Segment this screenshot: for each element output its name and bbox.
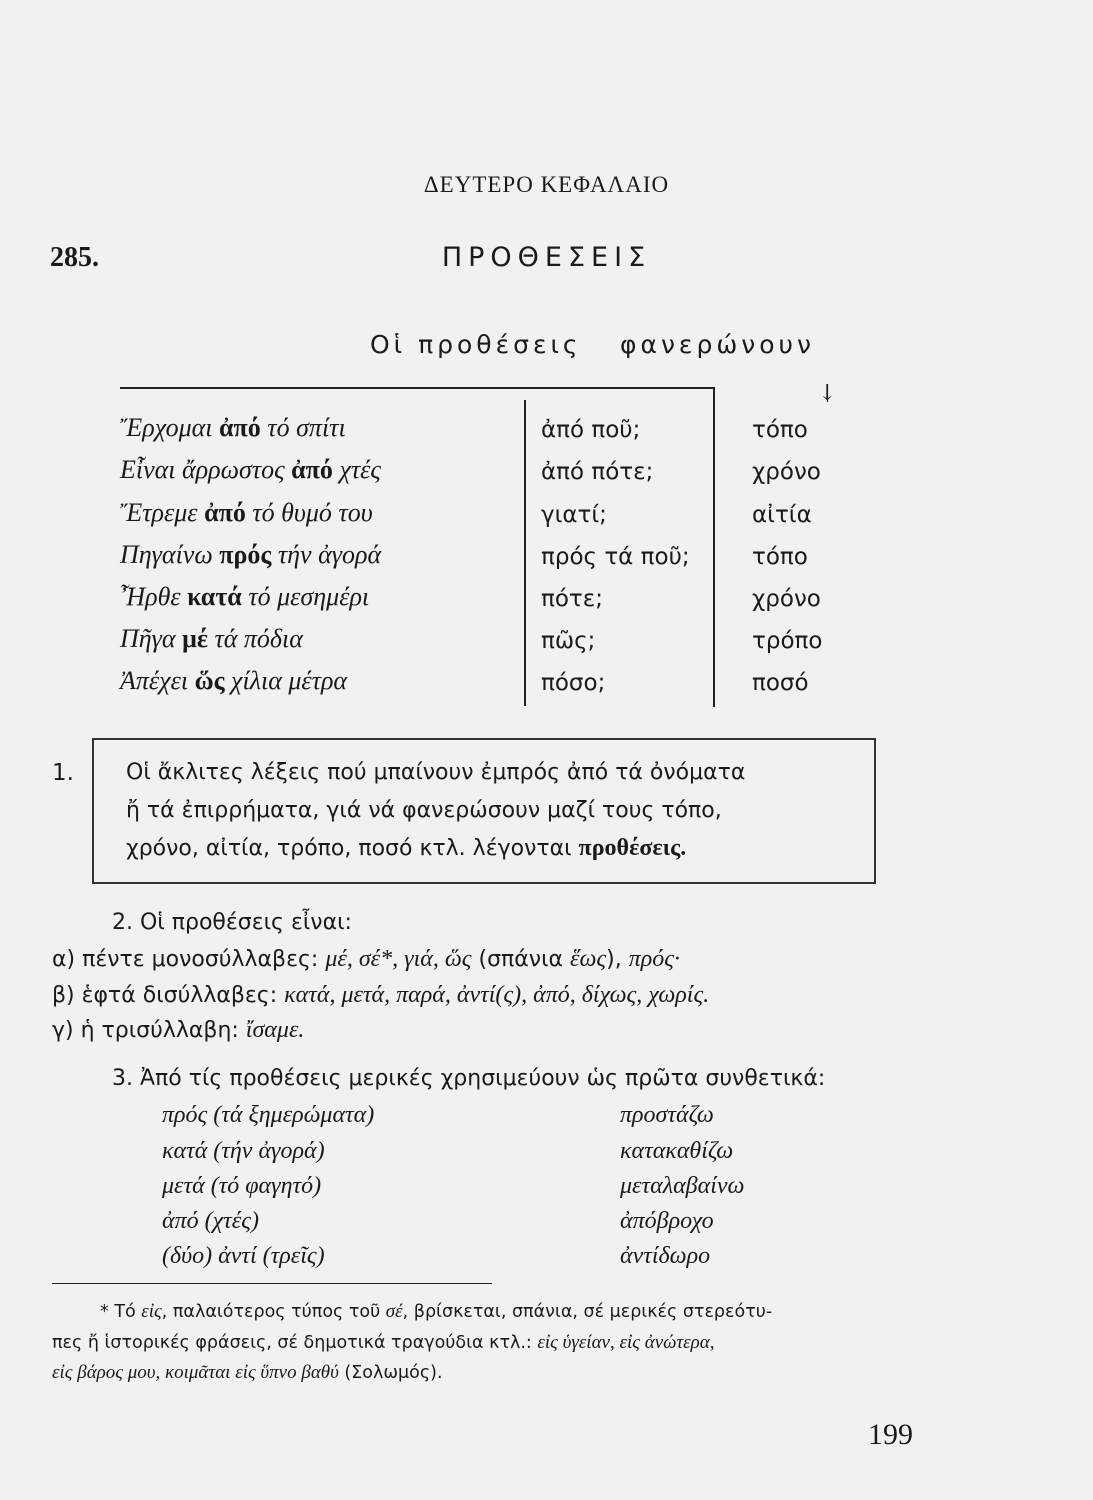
compound-example-left: μετά (τό φαγητό)	[162, 1173, 322, 1199]
compound-example-left: πρός (τά ξημερώματα)	[162, 1102, 375, 1128]
para2-item-b: β) ἑφτά δισύλλαβες: κατά, μετά, παρά, ἀντί(ς), ἀπό, δίχως, χωρίς.	[52, 982, 710, 1008]
compound-example-left: (δύο) ἀντί (τρεῖς)	[162, 1243, 325, 1269]
table-row-answer: αἰτία	[752, 502, 812, 528]
compound-example-right: κατακαθίζω	[620, 1138, 734, 1164]
para3-intro: 3. Ἀπό τίς προθέσεις μερικές χρησιμεύουν ὡς πρῶτα συνθετικά:	[112, 1066, 826, 1091]
table-row-question: ἀπό ποῦ;	[541, 417, 641, 443]
table-row-example: Πηγαίνω πρός τήν ἀγορά	[120, 540, 382, 569]
compound-example-right: ἀπόβροχο	[620, 1208, 714, 1234]
table-row-question: πρός τά ποῦ;	[541, 544, 690, 570]
arrow-down-icon: ↓	[818, 381, 837, 406]
para2-item-c: γ) ἡ τρισύλλαβη: ἴσαμε.	[52, 1017, 305, 1043]
table-row-answer: τόπο	[752, 417, 808, 443]
page-number: 199	[868, 1418, 913, 1451]
table-divider-left	[524, 400, 526, 706]
table-row-answer: χρόνο	[752, 586, 821, 612]
compound-example-right: ἀντίδωρο	[620, 1243, 711, 1269]
table-header-left: Οἱ προθέσεις	[370, 330, 582, 359]
footnote-line: * Τό εἰς, παλαιότερος τύπος τοῦ σέ, βρίσκεται, σπάνια, σέ μερικές στερεότυ-	[100, 1301, 773, 1322]
table-divider-right	[713, 387, 715, 707]
table-header-right: φανερώνουν	[620, 330, 815, 359]
compound-example-right: προστάζω	[620, 1102, 714, 1128]
compound-example-right: μεταλαβαίνω	[620, 1173, 745, 1199]
table-row-answer: ποσό	[752, 670, 809, 696]
table-row-example: Ἔτρεμε ἀπό τό θυμό του	[120, 498, 373, 527]
table-row-question: πότε;	[541, 586, 603, 612]
definition-number: 1.	[52, 760, 74, 786]
table-row-question: πόσο;	[541, 670, 606, 696]
definition-line: ἤ τά ἐπιρρήματα, γιά νά φανερώσουν μαζί τους τόπο,	[126, 798, 722, 823]
table-row-example: Ἔρχομαι ἀπό τό σπίτι	[120, 413, 346, 442]
table-row-answer: χρόνο	[752, 459, 821, 485]
para2-item-a: α) πέντε μονοσύλλαβες: μέ, σέ*, γιά, ὥς (σπάνια ἕως), πρός·	[52, 946, 681, 972]
definition-line: Οἱ ἄκλιτες λέξεις πού μπαίνουν ἐμπρός ἀπό τά ὀνόματα	[126, 760, 746, 785]
table-row-answer: τόπο	[752, 544, 808, 570]
chapter-heading: ΔΕΥΤΕΡΟ ΚΕΦΑΛΑΙΟ	[423, 172, 670, 197]
footnote-line: εἰς βάρος μου, κοιμᾶται εἰς ὕπνο βαθύ (Σολωμός).	[52, 1362, 443, 1383]
para2-intro: 2. Οἱ προθέσεις εἶναι:	[112, 910, 352, 935]
definition-line: χρόνο, αἰτία, τρόπο, ποσό κτλ. λέγονται προθέσεις.	[126, 835, 687, 861]
compound-example-left: κατά (τήν ἀγορά)	[162, 1138, 325, 1164]
table-row-answer: τρόπο	[752, 628, 823, 654]
table-row-question: γιατί;	[541, 502, 607, 528]
table-top-rule	[120, 387, 714, 389]
table-row-question: ἀπό πότε;	[541, 459, 654, 485]
table-row-example: Ἀπέχει ὥς χίλια μέτρα	[120, 666, 348, 695]
table-row-question: πῶς;	[541, 628, 596, 654]
section-number: 285.	[50, 242, 99, 273]
table-row-example: Πῆγα μέ τά πόδια	[120, 624, 303, 653]
compound-example-left: ἀπό (χτές)	[162, 1208, 259, 1234]
footnote-rule	[52, 1283, 492, 1284]
table-row-example: Ἦρθε κατά τό μεσημέρι	[120, 582, 370, 611]
table-row-example: Εἶναι ἄρρωστος ἀπό χτές	[120, 455, 381, 484]
footnote-line: πες ἤ ἱστορικές φράσεις, σέ δημοτικά τραγούδια κτλ.: εἰς ὑγείαν, εἰς ἀνώτερα,	[52, 1332, 715, 1353]
section-title: ΠΡΟΘΕΣΕΙΣ	[441, 242, 652, 273]
